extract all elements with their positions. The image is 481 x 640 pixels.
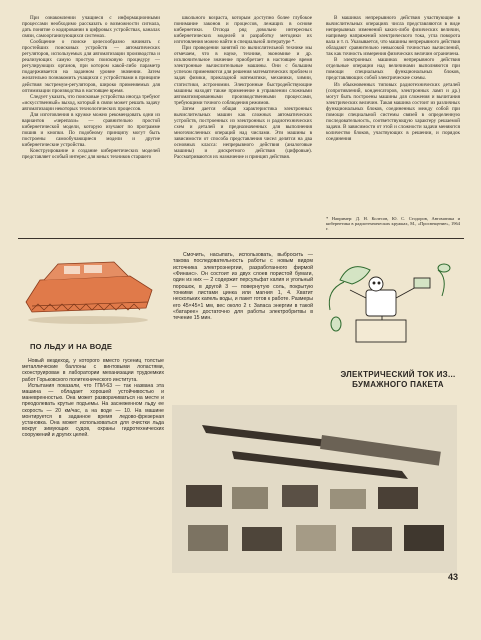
paragraph: При проведении занятий по вычислительной технике мы отмечаем, что в науке, технике, экономике и др. исключительное значение приобретает в настоящее время электронные вычислительные машины. Они с большим успехом применяются для решения математических проблем и задач физики, прикладной математики, механики, химии, статистики, астрономии. Электронные быстродействующие машины находят также применение в управлении сложными автоматизированными производственными процессами, требующими точного соблюдения режимов. [174, 45, 312, 106]
article-title: ЭЛЕКТРИЧЕСКИЙ ТОК ИЗ... БУМАЖНОГО ПАКЕТА [340, 370, 456, 389]
paragraph: Для изготовления в кружке можно рекомендовать одни из вариантов «черепахи» — сравнительно простой кибернетической модели, которую изучают по программе пошив и кнопки. По подобному принципу могут быть построены самообучающиеся модели и другие кибернетические устройства. [22, 111, 160, 148]
paragraph: В машинах непрерывного действия участвующие в вычислительных операциях числа представляются в виде непрерывных изменений каких-либо физических величин, например напряжений электрического тока, угла поворота вала и т. п. Указывается, что машины непрерывного действия обладают сравнительно невысокой точностью вычислений, так как точность измерения физических величин ограничена. [326, 15, 460, 58]
paragraph: Смочить, насыпать, использовать, выбросить — такова последовательность работы с новым видом источника электроэнергии, разработанного фирмой «Финанс». Он состоит из двух слоев пористой бумаги, один из них — 2 содержит персульфат калия и угольный порошок, в другой 3 — повернутую соль, покрытую тонкими листами цинка или магния 1, 4. Хватит нескольких капель воды, и пакет готов к работе. Размеры его 45×45×1 мм, вес около 2 г. Запаса энергии в такой «батарее» достаточно для работы электробритвы в течение 15 мин. [173, 252, 313, 322]
paragraph: Следует указать, что поисковые устройства иногда требуют «искусственный» выход, который в связи может решать задачу автоматизации некоторых технологических процессов. [22, 93, 160, 112]
footnote: * Например: Д. Н. Колесов, Ю. С. Стодоров, Автоматика и кибернетика в радиотехнических кружках, М., «Просвещение», 1964 г. [326, 216, 460, 232]
paragraph: Новый вездеход, у которого вместо гусениц толстые металлические баллоны с винтовыми лопастями, сконструирован в лаборатории механизации трудоемких работ Горьковского политехнического института. [22, 358, 164, 383]
paragraph: Из обыкновенных типовых радиотехнических деталей (сопротивлений, конденсаторов, электронных ламп и др.) могут быть построены машины для сложения и вычитания электрических величин. Такая машина состоит из различных функциональных блоков, соединенных между собой при помощи специальной системы связей в определенную последовательность, соответствующую характеру решаемой задачи. В зависимости от этой и сложности задачи меняются количество блоков, участвующих в решении, и порядок соединения [326, 81, 460, 142]
paragraph: Испытания показали, что ГПИ-63 — так названа эта машина — обладает хорошей устойчивостью и маневренностью. Она может разворачиваться на месте и преодолевать крутые подъемы. На заснеженном льду ее скорость — 20 км/час, а на воде — 10. На машине монтируется в заданное время ледово-фрезерная установка. Она может использоваться для очистки льда вокруг зимующих судов, охраны гидротехнических сооружений и других целей. [22, 382, 164, 439]
paragraph: При ознакомлении учащиеся с информационными процессами необходимо рассказать о возможности сигнала, дать понятие о кодировании в цифровых устройствах, каналах связи, самоорганизующихся системах. [22, 15, 160, 40]
article-title: ПО ЛЬДУ И НА ВОДЕ [30, 342, 113, 351]
ice-boat-article [18, 250, 164, 620]
robot-illustration [320, 250, 458, 360]
paragraph: Сообщение о поиске целесообразно начинать с простейших поисковых устройств — автоматических регуляторов, используемых для автоматизации производства и реализующих самую простую поисковую процедуру — регулирующих органов, при котором какой-либо параметр поддерживается на заданном уровне значении. Затем желательно познакомить учащихся с устройствами в принципе действия экстремум-регуляторов, широко применяемых для оптимизации производства в настоящее время. [22, 39, 160, 94]
paragraph: В электронных машинах непрерывного действия отдельные операции над величинами выполняются при помощи специальных функциональных блоков, представляющих собой электрические схемы. [326, 57, 460, 82]
section-divider [18, 238, 464, 239]
paragraph: школьного возраста, которым доступно более глубокое понимание законов и процессов, лежащих в основе кибернетики. Отсюда ряд довольно интересных кибернетических моделей и разработку методики их изготовления можно найти в специальной литературе *. [174, 15, 312, 46]
battery-parts-photo [172, 405, 457, 573]
article-body [22, 358, 164, 439]
paper-battery-article [173, 252, 313, 322]
column-3 [326, 15, 460, 142]
paragraph: Конструирование и создание кибернетических моделей представляет особый интерес для юных техников старшего [22, 148, 160, 161]
paragraph: Затем дается общая характеристика электронных вычислительных машин как сложных автоматических устройств, построенных из электронных и радиотехнических схем и деталей и предназначенных для выполнения многочисленных операций над числами. Эти машины в зависимости от способа представления чисел делятся на два основных класса: непрерывного действия (аналоговые машины) и дискретного действия (цифровые). Рассматриваются их назначение и принцип действия. [174, 105, 312, 161]
column-2 [174, 15, 312, 160]
page-number: 43 [448, 572, 459, 582]
column-1 [22, 15, 160, 160]
ice-boat-illustration [18, 250, 164, 330]
